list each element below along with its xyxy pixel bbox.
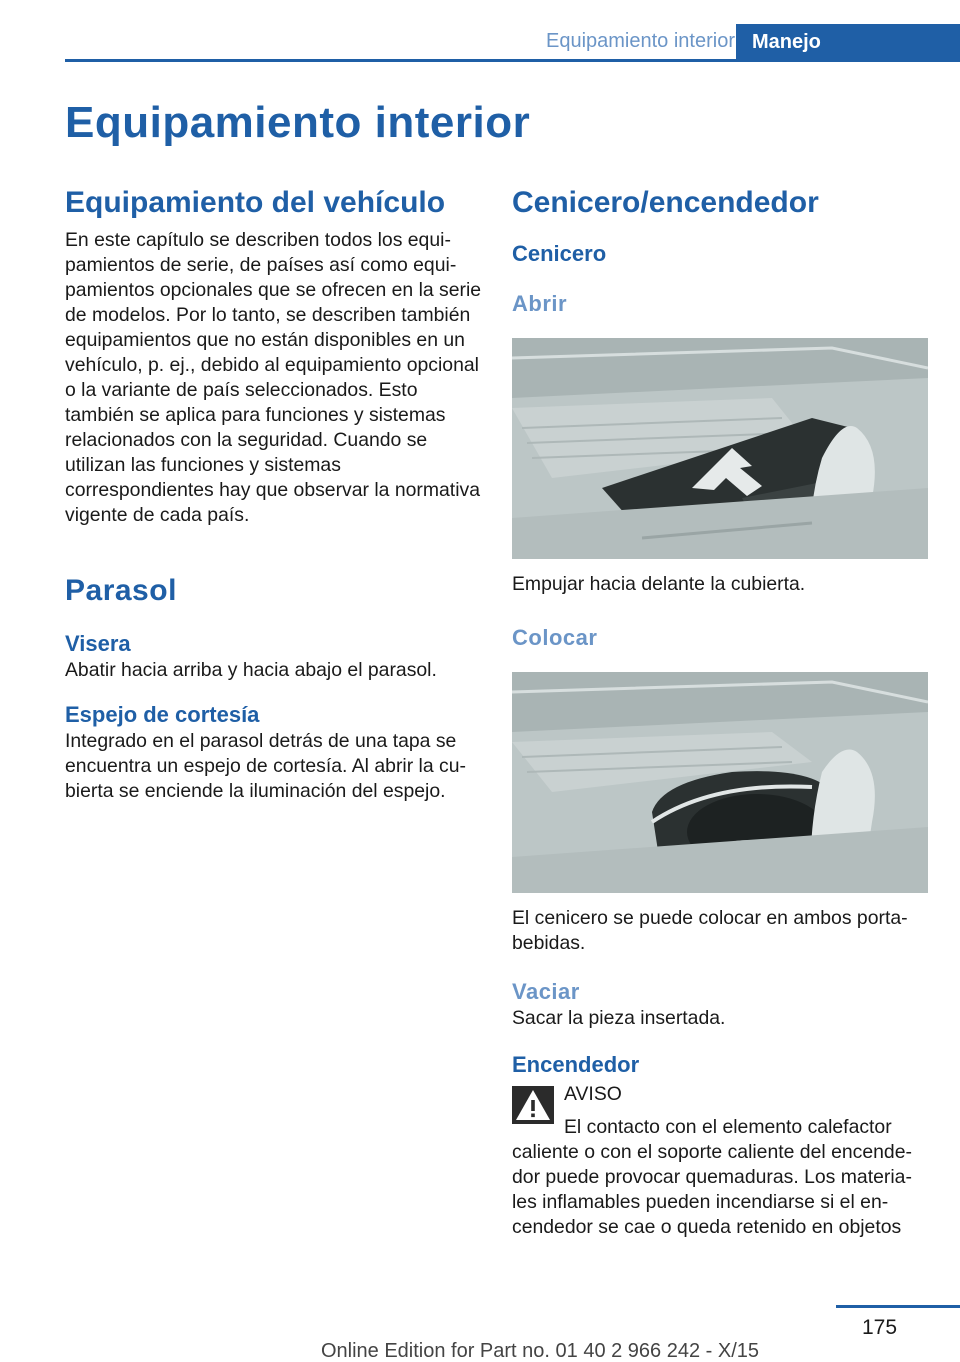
- ashtray-open-illustration: [512, 338, 928, 559]
- header-chapter-tab: Manejo: [736, 24, 960, 62]
- vehicle-equipment-text: En este capítulo se describen todos los equipamientos de serie, de países así como equipamientos opcionales que se ofrecen en la serie de modelos. Por lo tanto, se describen también equipamientos que no están disponibles en un vehículo, p. ej., debido al equipamiento opcional o la variante de país seleccionados. Esto también se aplica para funciones y sistemas relacionados con la seguridad. Cuando se utilizan las funciones y sistemas correspondientes hay que observar la normativa vigente de cada país.: [65, 229, 482, 526]
- header-rule: [65, 59, 960, 62]
- parasol-heading: Parasol: [65, 574, 177, 607]
- visera-heading: Visera: [65, 631, 131, 656]
- page-number: 175: [862, 1316, 898, 1339]
- vehicle-equipment-heading: Equipamiento del vehículo: [65, 186, 446, 219]
- warning-triangle-icon: [512, 1086, 554, 1124]
- left-column: [65, 184, 483, 804]
- encendedor-heading: Encendedor: [512, 1052, 640, 1077]
- espejo-text: Integrado en el parasol detrás de una tapa se encuentra un espejo de cortesía. Al abrir la cubierta se enciende la iluminación del espejo.: [65, 730, 466, 802]
- abrir-heading: Abrir: [512, 291, 568, 316]
- espejo-heading: Espejo de cortesía: [65, 702, 260, 727]
- warning-head: [564, 1082, 892, 1140]
- colocar-heading: Colocar: [512, 625, 598, 650]
- warning-text: caliente o con el soporte caliente del encendedor puede provocar quemaduras. Los materiales inflamables pueden incendiarse si el encendedor se cae o queda retenido en objetos: [512, 1141, 912, 1238]
- visera-text: Abatir hacia arriba y hacia abajo el parasol.: [65, 659, 437, 681]
- vaciar-text: Sacar la pieza insertada.: [512, 1007, 726, 1029]
- footer-rule: [836, 1305, 960, 1308]
- cenicero-heading: Cenicero: [512, 241, 607, 266]
- warning-text-first: El contacto con el elemento calefactor: [564, 1116, 892, 1138]
- running-header: [65, 24, 960, 62]
- abrir-caption: Empujar hacia delante la cubierta.: [512, 573, 806, 595]
- cenicero-encendedor-heading: Cenicero/encendedor: [512, 186, 819, 219]
- right-column: [512, 184, 928, 1240]
- warning-block: [512, 1082, 928, 1140]
- ashtray-insert-illustration: [512, 672, 928, 893]
- vaciar-heading: Vaciar: [512, 979, 580, 1004]
- warning-label: AVISO: [564, 1083, 622, 1105]
- header-section-title: Equipamiento interior: [546, 30, 735, 52]
- colocar-caption: El cenicero se puede colocar en ambos portabebidas.: [512, 907, 908, 954]
- page-title: Equipamiento interior: [65, 98, 531, 147]
- footer-edition: Online Edition for Part no. 01 40 2 966 242 - X/15: [320, 1340, 760, 1362]
